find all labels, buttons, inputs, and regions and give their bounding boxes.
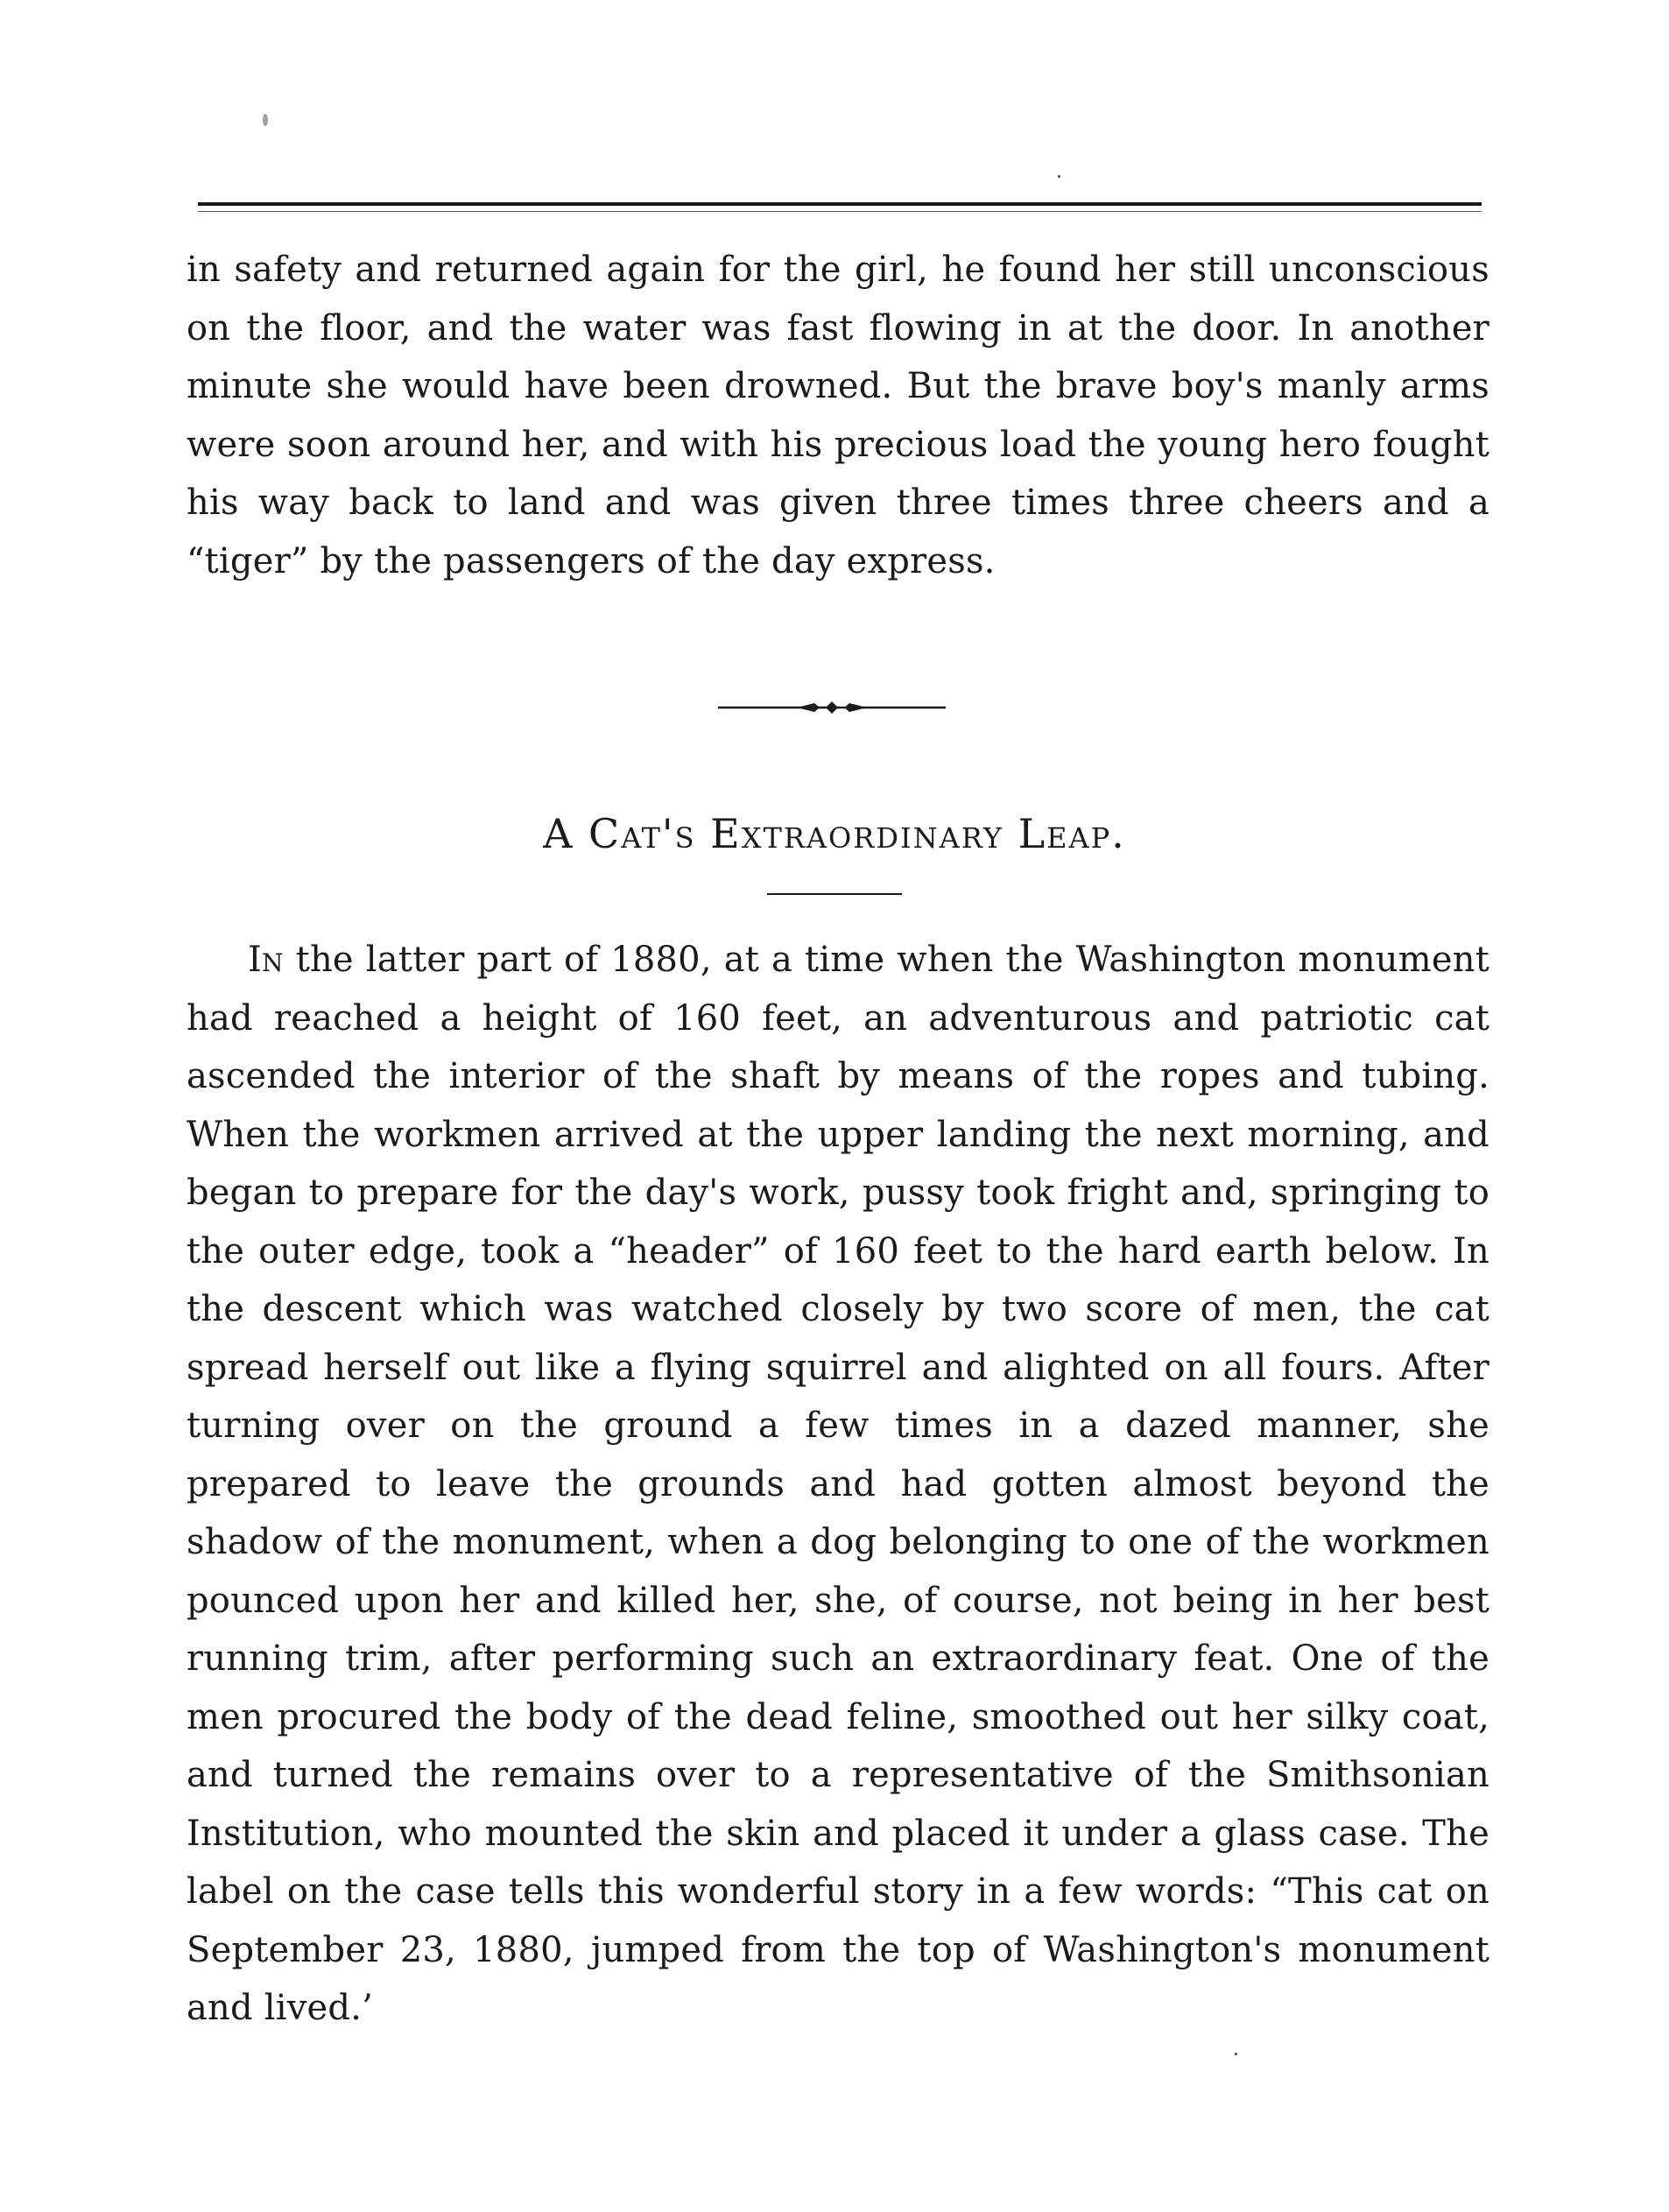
header-rule	[198, 202, 1482, 206]
section-body-text: the latter part of 1880, at a time when the Washington monument had reached a height of 160 feet, an adventurous and patriotic cat ascended the interior of the shaft by means of the ropes and tubing. When the workmen arrived at the upper landing the next morning, and began to prepare for the day's work, pussy took fright and, springing to the outer edge, took a “header” of 160 feet to the hard earth below. In the descent which was watched closely by two score of men, the cat spread herself out like a flying squirrel and alighted on all fours. After turning over on the ground a few times in a dazed manner, she prepared to leave the grounds and had gotten almost beyond the shadow of the monument, when a dog belonging to one of the workmen pounced upon her and killed her, she, of course, not being in her best running trim, after performing such an extraordinary feat. One of the men procured the body of the dead feline, smoothed out her silky coat, and turned the remains over to a representative of the Smithsonian Institution, who mounted the skin and placed it under a glass case. The label on the case tells this wonderful story in a few words: “This cat on September 23, 1880, jumped from the top of Washington's monument and lived.’	[187, 940, 1489, 2028]
header-rule-fine	[198, 211, 1482, 212]
print-speck	[1058, 175, 1060, 178]
title-underline-rule	[767, 893, 902, 895]
section-divider-ornament	[718, 694, 946, 721]
continued-paragraph: in safety and returned again for the girl, he found her still unconscious on the floor, and the water was fast flowing in at the door. In another minute she would have been drowned. But the brave boy's manly arms were soon around her, and with his precious load the young hero fought his way back to land and was given three times three cheers and a “tiger” by the passengers of the day express.	[187, 250, 1489, 581]
section-body-paragraph	[187, 931, 1489, 2038]
print-speck	[1235, 2053, 1237, 2055]
print-speck	[263, 114, 268, 126]
section-lead-word: In	[248, 940, 284, 980]
section-title: A Cat's Extraordinary Leap.	[543, 810, 1126, 857]
